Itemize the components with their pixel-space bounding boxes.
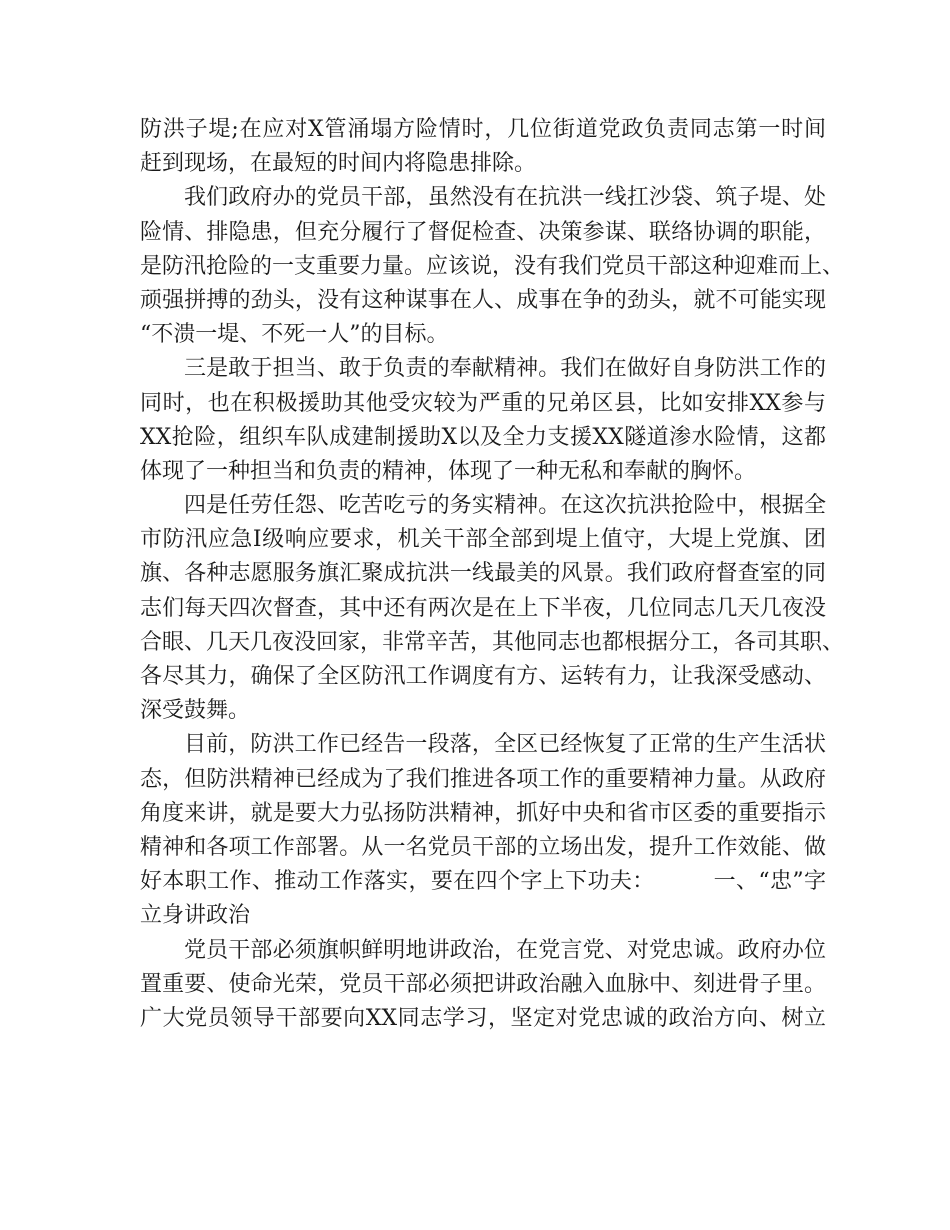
text-line: 赶到现场，在最短的时间内将隐患排除。	[140, 151, 537, 177]
document-body	[140, 113, 845, 1036]
text-line: 态，但防洪精神已经成为了我们推进各项工作的重要精神力量。从政府	[140, 766, 826, 792]
text-line: 目前，防洪工作已经告一段落，全区已经恢复了正常的生产生活状	[184, 732, 826, 758]
text-line: 四是任劳任怨、吃苦吃亏的务实精神。在这次抗洪抢险中，根据全	[184, 493, 826, 519]
text-line: 旗、各种志愿服务旗汇聚成抗洪一线最美的风景。我们政府督查室的同	[140, 561, 826, 587]
text-line: 顽强拼搏的劲头，没有这种谋事在人、成事在争的劲头，就不可能实现	[140, 287, 826, 313]
text-line: 置重要、使命光荣，党员干部必须把讲政治融入血脉中、刻进骨子里。	[140, 971, 826, 997]
text-line: 立身讲政治	[140, 903, 251, 929]
text-line: 险情、排隐患，但充分履行了督促检查、决策参谋、联络协调的职能，	[140, 219, 826, 245]
text-line: 同时，也在积极援助其他受灾较为严重的兄弟区县，比如安排XX参与	[140, 390, 826, 416]
text-line: 党员干部必须旗帜鲜明地讲政治，在党言党、对党忠诚。政府办位	[184, 937, 826, 963]
text-line: 是防汛抢险的一支重要力量。应该说，没有我们党员干部这种迎难而上、	[140, 253, 845, 279]
text-line: 体现了一种担当和负责的精神，体现了一种无私和奉献的胸怀。	[140, 458, 757, 484]
text-line: XX抢险，组织车队成建制援助X以及全力支援XX隧道渗水险情，这都	[140, 424, 826, 450]
text-line: 广大党员领导干部要向XX同志学习，坚定对党忠诚的政治方向、树立	[140, 1005, 826, 1031]
text-line: 深受鼓舞。	[140, 698, 251, 724]
text-line: 合眼、几天几夜没回家，非常辛苦，其他同志也都根据分工，各司其职、	[140, 629, 845, 655]
text-line: 我们政府办的党员干部，虽然没有在抗洪一线扛沙袋、筑子堤、处	[184, 185, 826, 211]
text-line: 各尽其力，确保了全区防汛工作调度有方、运转有力，让我深受感动、	[140, 664, 826, 689]
text-line: 好本职工作、推动工作落实，要在四个字上下功夫： 一、“忠”字	[140, 869, 826, 895]
text-line: 志们每天四次督查，其中还有两次是在上下半夜，几位同志几天几夜没	[140, 595, 826, 621]
text-line: 精神和各项工作部署。从一名党员干部的立场出发，提升工作效能、做	[140, 834, 826, 860]
text-line: 三是敢于担当、敢于负责的奉献精神。我们在做好自身防洪工作的	[184, 356, 826, 382]
text-line: 市防汛应急Ⅰ级响应要求，机关干部全部到堤上值守，大堤上党旗、团	[140, 527, 826, 553]
text-line: “不溃一堤、不死一人”的目标。	[140, 322, 449, 348]
text-line: 角度来讲，就是要大力弘扬防洪精神，抓好中央和省市区委的重要指示	[140, 800, 826, 826]
text-line: 防洪子堤;在应对X管涌塌方险情时，几位街道党政负责同志第一时间	[140, 117, 826, 142]
